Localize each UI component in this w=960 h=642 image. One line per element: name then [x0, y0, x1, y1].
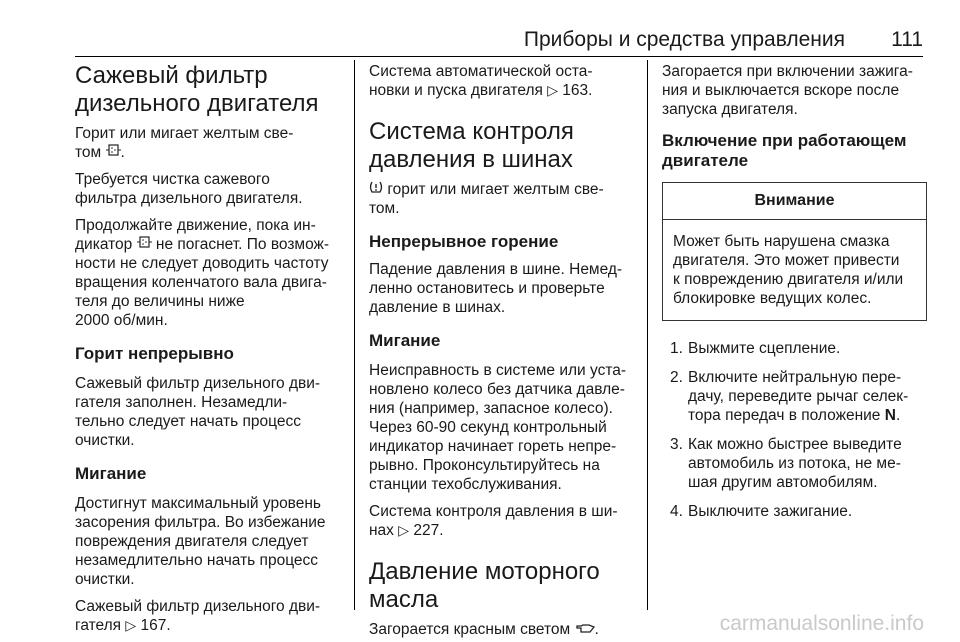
paragraph: Продолжайте движение, пока ин- дикатор не погаснет. По возмож- ности не следует доводить частоту вращения коленчатого вала двига- теля до величины ниже 2000 об/мин. [75, 217, 330, 329]
notice-box [662, 182, 927, 321]
paragraph: Неисправность в системе или уста- новлено колесо без датчика давле- ния (например, запасное колесо). Через 60-90 секунд контрольный индикатор начинает гореть непре- рывно. Проконсультируйтесь на станции техобслуживания. [369, 362, 627, 493]
section-heading: Давление моторного масла [369, 558, 600, 613]
page-number: 111 [891, 28, 923, 51]
paragraph: горит или мигает желтым све- том. [369, 181, 604, 217]
subheading: Мигание [369, 331, 441, 350]
tyre-pressure-icon [369, 180, 383, 199]
page-ref-arrow-icon: ▷ [398, 522, 410, 538]
paragraph: Загорается при включении зажига- ния и выключается вскоре после запуска двигателя. [662, 63, 913, 118]
list-item: 1. Выжмите сцепление. [670, 340, 841, 357]
paragraph: Система автоматической оста- новки и пуска двигателя ▷ 163. [369, 63, 593, 99]
paragraph: Загорается красным светом . [369, 621, 599, 638]
header-rule [75, 56, 923, 57]
list-item: 4. Выключите зажигание. [670, 503, 853, 520]
page-reference[interactable]: 227. [413, 522, 444, 539]
watermark: carmanualsonline.info [719, 612, 924, 635]
dpf-warning-icon [137, 235, 152, 254]
section-heading: Система контроля давления в шинах [369, 118, 574, 173]
paragraph: Сажевый фильтр дизельного дви- гателя заполнен. Незамедли- тельно следует начать процесс очистки. [75, 375, 321, 449]
page-title: Приборы и средства управления [523, 28, 845, 51]
oil-can-icon [575, 620, 595, 639]
paragraph: Достигнут максимальный уровень засорения фильтра. Во избежание повреждения двигателя следует незамедлительно начать процесс очистки. [75, 495, 326, 588]
column-2 [369, 62, 637, 639]
page-ref-arrow-icon: ▷ [125, 617, 137, 633]
page-ref-arrow-icon: ▷ [547, 82, 558, 98]
page-header [0, 28, 960, 52]
subheading: Непрерывное горение [369, 232, 559, 251]
paragraph: Падение давления в шине. Немед- ленно остановитесь и проверьте давление в шинах. [369, 261, 623, 316]
list-item: 2. Включите нейтральную пере- дачу, переведите рычаг селек- тора передач в положение N. [670, 369, 909, 424]
dpf-warning-icon [106, 143, 121, 162]
column-divider [354, 60, 355, 610]
list-item: 3. Как можно быстрее выведите автомобиль из потока, не ме- шая другим автомобилям. [670, 436, 902, 491]
page-reference[interactable]: 163. [562, 82, 593, 99]
subheading: Включение при работающем двигателе [662, 131, 907, 170]
paragraph: Сажевый фильтр дизельного дви- гателя ▷ 167. [75, 598, 321, 634]
column-1 [75, 62, 347, 635]
subheading: Мигание [75, 464, 147, 483]
notice-title: Внимание [663, 183, 926, 220]
column-divider [647, 60, 648, 610]
subheading: Горит непрерывно [75, 344, 234, 363]
paragraph: Требуется чистка сажевого фильтра дизельного двигателя. [75, 171, 303, 207]
paragraph: Горит или мигает желтым све- том . [75, 125, 294, 161]
notice-body: Может быть нарушена смазка двигателя. Это может привести к повреждению двигателя и/или блокировке ведущих колес. [673, 233, 904, 307]
column-3 [662, 62, 927, 531]
steps-list [662, 339, 927, 521]
page-reference[interactable]: 167. [140, 617, 171, 634]
section-heading: Сажевый фильтр дизельного двигателя [75, 62, 319, 117]
paragraph: Система контроля давления в ши- нах ▷ 227. [369, 503, 618, 539]
